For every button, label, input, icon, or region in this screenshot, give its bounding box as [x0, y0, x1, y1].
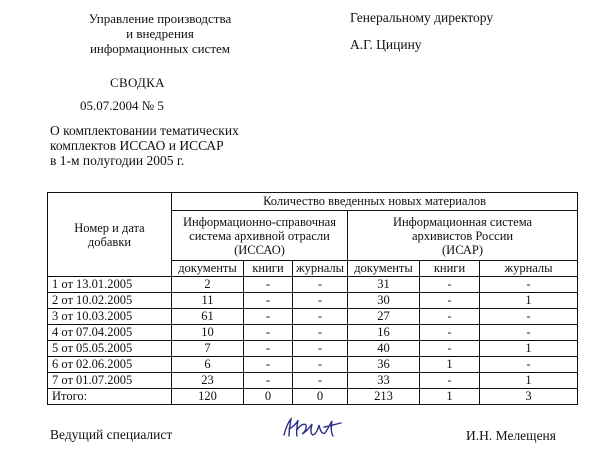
signer-position: Ведущий специалист [50, 427, 173, 442]
table-cell: - [244, 357, 293, 373]
column-header: книги [420, 261, 480, 277]
table-cell: - [293, 293, 348, 309]
table-cell: 31 [348, 277, 420, 293]
signer-name: И.Н. Мелещеня [466, 428, 556, 443]
table-row [48, 357, 578, 373]
table-cell: 2 [172, 277, 244, 293]
subject-line: в 1-м полугодии 2005 г. [50, 153, 185, 168]
system-header-line: Информационно-справочная [183, 214, 336, 229]
system-header-line: система архивной отрасли [189, 228, 330, 243]
table-cell: - [293, 325, 348, 341]
total-cell: 3 [480, 389, 578, 405]
document-type: СВОДКА [110, 75, 165, 90]
addressee-position: Генеральному директору [350, 10, 494, 25]
total-row [48, 389, 578, 405]
system-header-line: (ИСАР) [442, 242, 484, 257]
row-label: 3 от 10.03.2005 [48, 309, 172, 325]
table-cell: - [420, 309, 480, 325]
addressee-block [350, 10, 493, 53]
sender-line: Управление производства [88, 11, 232, 26]
table-cell: - [420, 325, 480, 341]
table-cell: 33 [348, 373, 420, 389]
row-label: 1 от 13.01.2005 [48, 277, 172, 293]
table-row [48, 293, 578, 309]
group-header: Количество введенных новых материалов [172, 193, 578, 211]
table-row [48, 277, 578, 293]
table-cell: - [420, 277, 480, 293]
table-row [48, 373, 578, 389]
table-cell: 6 [172, 357, 244, 373]
table-cell: - [244, 325, 293, 341]
column-header: документы [172, 261, 244, 277]
table-cell: 23 [172, 373, 244, 389]
table-cell: 10 [172, 325, 244, 341]
table-cell: - [293, 357, 348, 373]
row-label: 2 от 10.02.2005 [48, 293, 172, 309]
table-cell: - [420, 373, 480, 389]
column-header: журналы [293, 261, 348, 277]
column-header: документы [348, 261, 420, 277]
row-label-header [48, 193, 172, 277]
row-label: 5 от 05.05.2005 [48, 341, 172, 357]
row-label-header-line: добавки [87, 234, 132, 249]
system-header-issao [172, 211, 348, 261]
signature-icon [280, 415, 344, 441]
system-header-line: архивистов России [411, 228, 514, 243]
total-cell: 0 [244, 389, 293, 405]
row-label-header-line: Номер и дата [74, 220, 145, 235]
total-cell: 1 [420, 389, 480, 405]
sender-line: информационных систем [89, 41, 231, 56]
table-row [48, 341, 578, 357]
total-cell: 120 [172, 389, 244, 405]
column-header: журналы [480, 261, 578, 277]
table-cell: - [244, 373, 293, 389]
table-cell: - [480, 325, 578, 341]
table-cell: - [293, 341, 348, 357]
table-cell: 11 [172, 293, 244, 309]
table-cell: - [293, 277, 348, 293]
table-cell: - [244, 309, 293, 325]
table-row [48, 309, 578, 325]
addressee-name: А.Г. Цицину [350, 37, 422, 52]
system-header-line: Информационная система [392, 214, 533, 229]
table-row [48, 325, 578, 341]
table-cell: - [293, 373, 348, 389]
table-cell: 1 [480, 373, 578, 389]
table-cell: 1 [480, 293, 578, 309]
system-header-isar [348, 211, 578, 261]
document-date-number: 05.07.2004 № 5 [80, 98, 164, 113]
column-header: книги [244, 261, 293, 277]
sender-line: и внедрения [126, 26, 194, 41]
table-cell: - [480, 357, 578, 373]
table-cell: - [420, 341, 480, 357]
table-cell: - [244, 277, 293, 293]
table-cell: 27 [348, 309, 420, 325]
sender-department [40, 11, 280, 56]
table-cell: 40 [348, 341, 420, 357]
table-cell: 1 [420, 357, 480, 373]
table-cell: 1 [480, 341, 578, 357]
system-header-line: (ИССАО) [234, 242, 285, 257]
table-cell: - [244, 293, 293, 309]
table-cell: 30 [348, 293, 420, 309]
table-cell: 7 [172, 341, 244, 357]
table-cell: 36 [348, 357, 420, 373]
table-cell: - [420, 293, 480, 309]
table-cell: - [244, 341, 293, 357]
total-cell: 0 [293, 389, 348, 405]
subject-line: О комплектовании тематических [50, 123, 239, 138]
total-cell: 213 [348, 389, 420, 405]
materials-table [47, 192, 578, 405]
row-label: 7 от 01.07.2005 [48, 373, 172, 389]
table-cell: 16 [348, 325, 420, 341]
table-cell: - [293, 309, 348, 325]
row-label: 6 от 02.06.2005 [48, 357, 172, 373]
row-label: 4 от 07.04.2005 [48, 325, 172, 341]
table-cell: - [480, 277, 578, 293]
table-cell: 61 [172, 309, 244, 325]
total-label: Итого: [48, 389, 172, 405]
subject-line: комплектов ИССАО и ИССАР [50, 138, 224, 153]
table-cell: - [480, 309, 578, 325]
document-subject [50, 123, 239, 168]
